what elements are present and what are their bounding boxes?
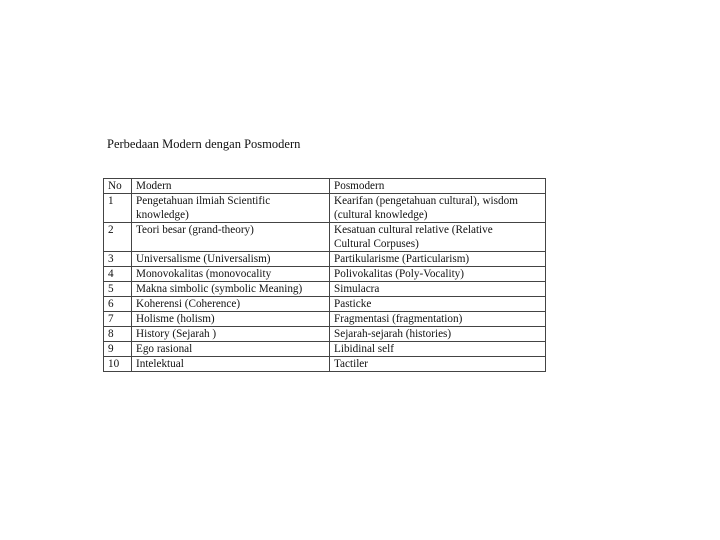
row-number-cell: 10: [104, 357, 132, 372]
table-row: [104, 327, 546, 342]
modern-cell-line: Teori besar (grand-theory): [136, 224, 254, 236]
row-number-cell: 4: [104, 267, 132, 282]
modern-cell: [132, 267, 330, 282]
table-header-row: [104, 179, 546, 194]
table-row: [104, 223, 546, 252]
row-number-cell: 1: [104, 194, 132, 223]
posmodern-cell-line: Fragmentasi (fragmentation): [334, 313, 463, 325]
modern-cell: [132, 282, 330, 297]
posmodern-cell-line: Pasticke: [334, 298, 372, 310]
posmodern-cell: [330, 267, 546, 282]
modern-cell: [132, 223, 330, 252]
posmodern-cell-line: Tactiler: [334, 358, 368, 370]
table-row: [104, 282, 546, 297]
table-row: [104, 312, 546, 327]
table-row: [104, 194, 546, 223]
modern-cell-line: Pengetahuan ilmiah Scientific: [136, 195, 271, 207]
modern-cell-line: Makna simbolic (symbolic Meaning): [136, 283, 303, 295]
modern-cell-line: Holisme (holism): [136, 313, 215, 325]
table-body: [104, 194, 546, 372]
posmodern-cell-line: Libidinal self: [334, 343, 394, 355]
modern-cell: [132, 342, 330, 357]
table-row: [104, 342, 546, 357]
modern-cell-line: History (Sejarah ): [136, 328, 217, 340]
modern-cell: [132, 252, 330, 267]
modern-cell-line: Koherensi (Coherence): [136, 298, 241, 310]
row-number-cell: 7: [104, 312, 132, 327]
posmodern-cell: [330, 282, 546, 297]
modern-cell-line: knowledge): [136, 209, 189, 221]
posmodern-cell: [330, 357, 546, 372]
modern-cell: [132, 357, 330, 372]
table-row: [104, 252, 546, 267]
row-number-cell: 3: [104, 252, 132, 267]
modern-cell: [132, 297, 330, 312]
posmodern-cell-line: Kesatuan cultural relative (Relative: [334, 224, 493, 236]
posmodern-cell: [330, 297, 546, 312]
posmodern-cell: [330, 327, 546, 342]
modern-cell-line: Monovokalitas (monovocality: [136, 268, 272, 280]
comparison-table: [103, 178, 546, 372]
posmodern-cell: [330, 312, 546, 327]
header-no: No: [104, 179, 132, 194]
posmodern-cell-line: Simulacra: [334, 283, 380, 295]
modern-cell-line: Intelektual: [136, 358, 184, 370]
modern-cell: [132, 194, 330, 223]
table-row: [104, 357, 546, 372]
header-modern: Modern: [132, 179, 330, 194]
modern-cell: [132, 327, 330, 342]
posmodern-cell: [330, 194, 546, 223]
posmodern-cell: [330, 223, 546, 252]
modern-cell-line: Universalisme (Universalism): [136, 253, 271, 265]
row-number-cell: 5: [104, 282, 132, 297]
posmodern-cell-line: Sejarah-sejarah (histories): [334, 328, 452, 340]
document-title: Perbedaan Modern dengan Posmodern: [107, 137, 301, 151]
posmodern-cell-line: Partikularisme (Particularism): [334, 253, 470, 265]
posmodern-cell-line: Cultural Corpuses): [334, 238, 419, 250]
modern-cell-line: Ego rasional: [136, 343, 193, 355]
modern-cell: [132, 312, 330, 327]
posmodern-cell-line: Polivokalitas (Poly-Vocality): [334, 268, 464, 280]
row-number-cell: 9: [104, 342, 132, 357]
row-number-cell: 2: [104, 223, 132, 252]
header-posmodern: Posmodern: [330, 179, 546, 194]
posmodern-cell: [330, 252, 546, 267]
posmodern-cell-line: Kearifan (pengetahuan cultural), wisdom: [334, 195, 518, 207]
row-number-cell: 8: [104, 327, 132, 342]
table-row: [104, 267, 546, 282]
posmodern-cell-line: (cultural knowledge): [334, 209, 428, 221]
row-number-cell: 6: [104, 297, 132, 312]
posmodern-cell: [330, 342, 546, 357]
table-row: [104, 297, 546, 312]
